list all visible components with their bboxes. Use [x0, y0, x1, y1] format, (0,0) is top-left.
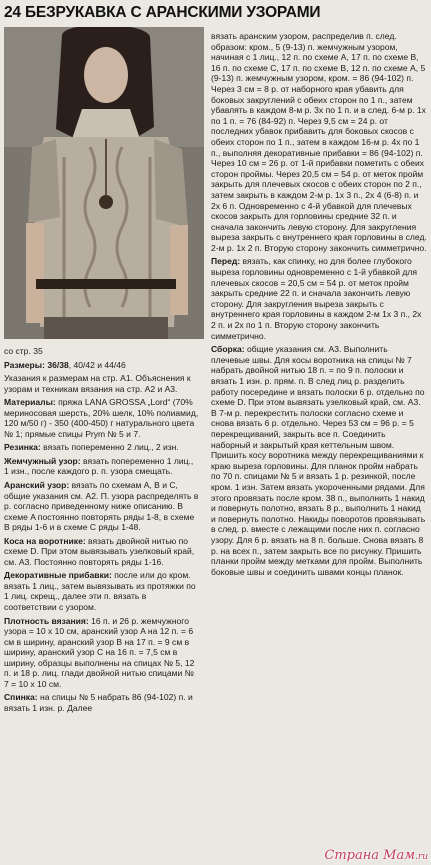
assembly-label: Сборка:: [211, 344, 245, 355]
front-text: вязать, как спинку, но для более глубокого выреза горловины одновременно с 1-й убавкой для плечевых скосов = 20,5 см = 54 р. от меток пройм закрыть средние 22 п. и сначала закончить левую сторону. Для закругления выреза закрыть с внутреннего края горловины в каждом 2-м 1х 3 п., 2х 2 п. и 2х по 1 п. Вторую сторону закончить симметрично.: [211, 256, 422, 341]
braid-label: Коса на воротнике:: [4, 535, 86, 546]
braid-text: вязать двойной нитью по схеме D. При этом вывязывать узелковый край, см. А3. Постоянно повторять ряды 1-16.: [4, 535, 195, 567]
rib-paragraph: [4, 442, 200, 453]
materials-text: пряжа LANA GROSSA „Lord“ (70% мериносовая шерсть, 20% шелк, 10% полиамид, 120 м/50 г) - 350 (400-450) г натурального цвета № 1; прямые спицы Prym № 5 и 7.: [4, 397, 199, 439]
aran-text: вязать по схемам A, B и C, общие указания см. A2. П. узора распределять в р. согласно приведенному ниже описанию. В схеме A постоянно повторять ряды 1-8, в схеме B ряды 1-6 и в схеме C ряды 1-48.: [4, 480, 199, 533]
model-photo: [4, 27, 204, 339]
materials-label: Материалы:: [4, 397, 56, 408]
materials-paragraph: [4, 397, 200, 439]
aran-label: Аранский узор:: [4, 480, 70, 491]
sizes-primary: 36/38: [47, 359, 69, 370]
sizes-note: Указания к размерам на стр. А1. Объяснения к узорам и техникам вязания на стр. А2 и А3.: [4, 373, 191, 394]
front-paragraph: [211, 256, 427, 341]
site-watermark: [324, 848, 428, 863]
page-title: 24 БЕЗРУКАВКА С АРАНСКИМИ УЗОРАМИ: [4, 4, 321, 21]
front-label: Перед:: [211, 256, 241, 267]
sizes-label: Размеры:: [4, 359, 45, 370]
pearl-paragraph: [4, 456, 200, 477]
back-continued-text: вязать аранским узором, распределив п. след. образом: кром., 5 (9-13) п. жемчужным узором, начиная с 1 лиц., 12 п. по схеме A, 17 п. по схеме B, 16 п. по схеме C, 17 п. по схеме B, 12 п. по схеме A, 5 (9-13) п. жемчужным узором, кром. = 86 (94-102) п. Через 3 см = 8 р. от наборного края убавить для боковых закруглений с обеих сторон по 1 п., затем убавлять в каждом 8-м р. 3х по 1 п. и в след. 6-м р. 1х по 1 п. = 76 (84-92) п. Через 9,5 см = 24 р. от последних убавок прибавить для боковых скосов с обеих сторон по 1 п., затем в каждом 16-м р. 4х по 1 п., выполняя декоративные прибавки = 86 (94-102) п. Через 10 см = 26 р. от 1-й прибавки пометить с обеих сторон проймы. Через 20,5 см = 54 р. от меток пройм закрыть для плечевых скосов с обеих сторон по 2 п., затем закрыть в каждом 2-м р. 1х 3 п., 2х 4 (6-8) п. и 2х 6 п. Одновременно с 4-й убавкой для плечевых скосов закрыть для горловины средние 32 п. и сначала закончить левую сторону. Для закругления выреза закрыть с внутреннего края горловины в след. 2-м р. 1х 2 п. Вторую сторону закончить симметрично.: [211, 31, 427, 253]
assembly-text: общие указания см. А3. Выполнить плечевые швы. Для косы воротника на спицы № 7 набрать двойной нитью 18 п. = по 9 п. полоски и вязать 1 изн. р. прям. п. В след лиц р. разделить работу посередине и вязать полоски 6 р. отдельно по схеме D. При этом вывязать узелковый край, см. А3. В 7-м р. перекрестить полоски согласно схеме и снова вязать 6 р. отдельно. Через 53 см = 96 р. = 5 перекрещиваний, закрыть все п. Соединить наборный и закрытый края кеттельным швом. Пришить косу воротника между перекрещиваниями к краю выреза горловины. Для планок пройм набрать по 70 п. спицами № 5 и вязать 1 р. резинкой, после кром. 1 изн. Затем вязать укороченными рядами. Для этого провязать после кром. 38 п., выполнить 1 накид и повернуть полотно, вязать 8 р., выполнить 1 накид и повернуть полотно. Накиды поворотов провязывать в след. р. вместе с лежащими после них п. согласно узору. Для 6 р. вязать на 8 п. больше. Снова вязать 8 р. на всех п., затем закрыть все по рисунку. Пришить планки пройм между метками для пройм. Выполнить боковые швы и соединить швами концы планок.: [211, 344, 426, 577]
woman-in-vest-illustration: [4, 27, 204, 339]
decorative-increase-label: Декоративные прибавки:: [4, 570, 112, 581]
decorative-increase-text: после или до кром. вязать 1 лиц., затем вывязывать из протяжки по 1 лиц. скрещ., далее эти п. вязать в соответствии с узором.: [4, 570, 196, 613]
watermark-text: Страна Мам: [324, 848, 416, 863]
sizes-paragraph: [4, 360, 200, 371]
pearl-label: Жемчужный узор:: [4, 455, 81, 466]
braid-paragraph: [4, 536, 200, 568]
pearl-text: вязать попеременно 1 лиц., 1 изн., после каждого р. п. узора смещать.: [4, 455, 194, 477]
aran-paragraph: [4, 480, 200, 533]
back-label: Спинка:: [4, 692, 38, 703]
gauge-label: Плотность вязания:: [4, 615, 89, 626]
back-paragraph: [4, 692, 200, 713]
from-page-note: со стр. 35: [4, 346, 43, 356]
decorative-increase-paragraph: [4, 570, 200, 612]
rib-text: вязать попеременно 2 лиц., 2 изн.: [43, 442, 179, 453]
sizes-other: , 40/42 и 44/46: [68, 359, 126, 370]
back-text: на спицы № 5 набрать 86 (94-102) п. и вязать 1 изн. р. Далее: [4, 692, 193, 713]
gauge-paragraph: [4, 616, 200, 690]
right-column: [211, 31, 427, 580]
gauge-text: 16 п. и 26 р. жемчужного узора = 10 х 10 см, аранский узор A на 12 п. = 6 см в ширину, аранский узор B на 17 п. = 9 см в ширину, аранский узор C на 16 п. = 7,5 см в ширину, образцы выполнены на спицах № 5, 12 п. и 18 р. лиц. глади двойной нитью спицами № 7 = 10 х 10 см.: [4, 615, 195, 689]
assembly-paragraph: [211, 344, 427, 577]
watermark-suffix: .ru: [415, 852, 428, 862]
rib-label: Резинка:: [4, 442, 41, 453]
left-column: [4, 346, 200, 717]
